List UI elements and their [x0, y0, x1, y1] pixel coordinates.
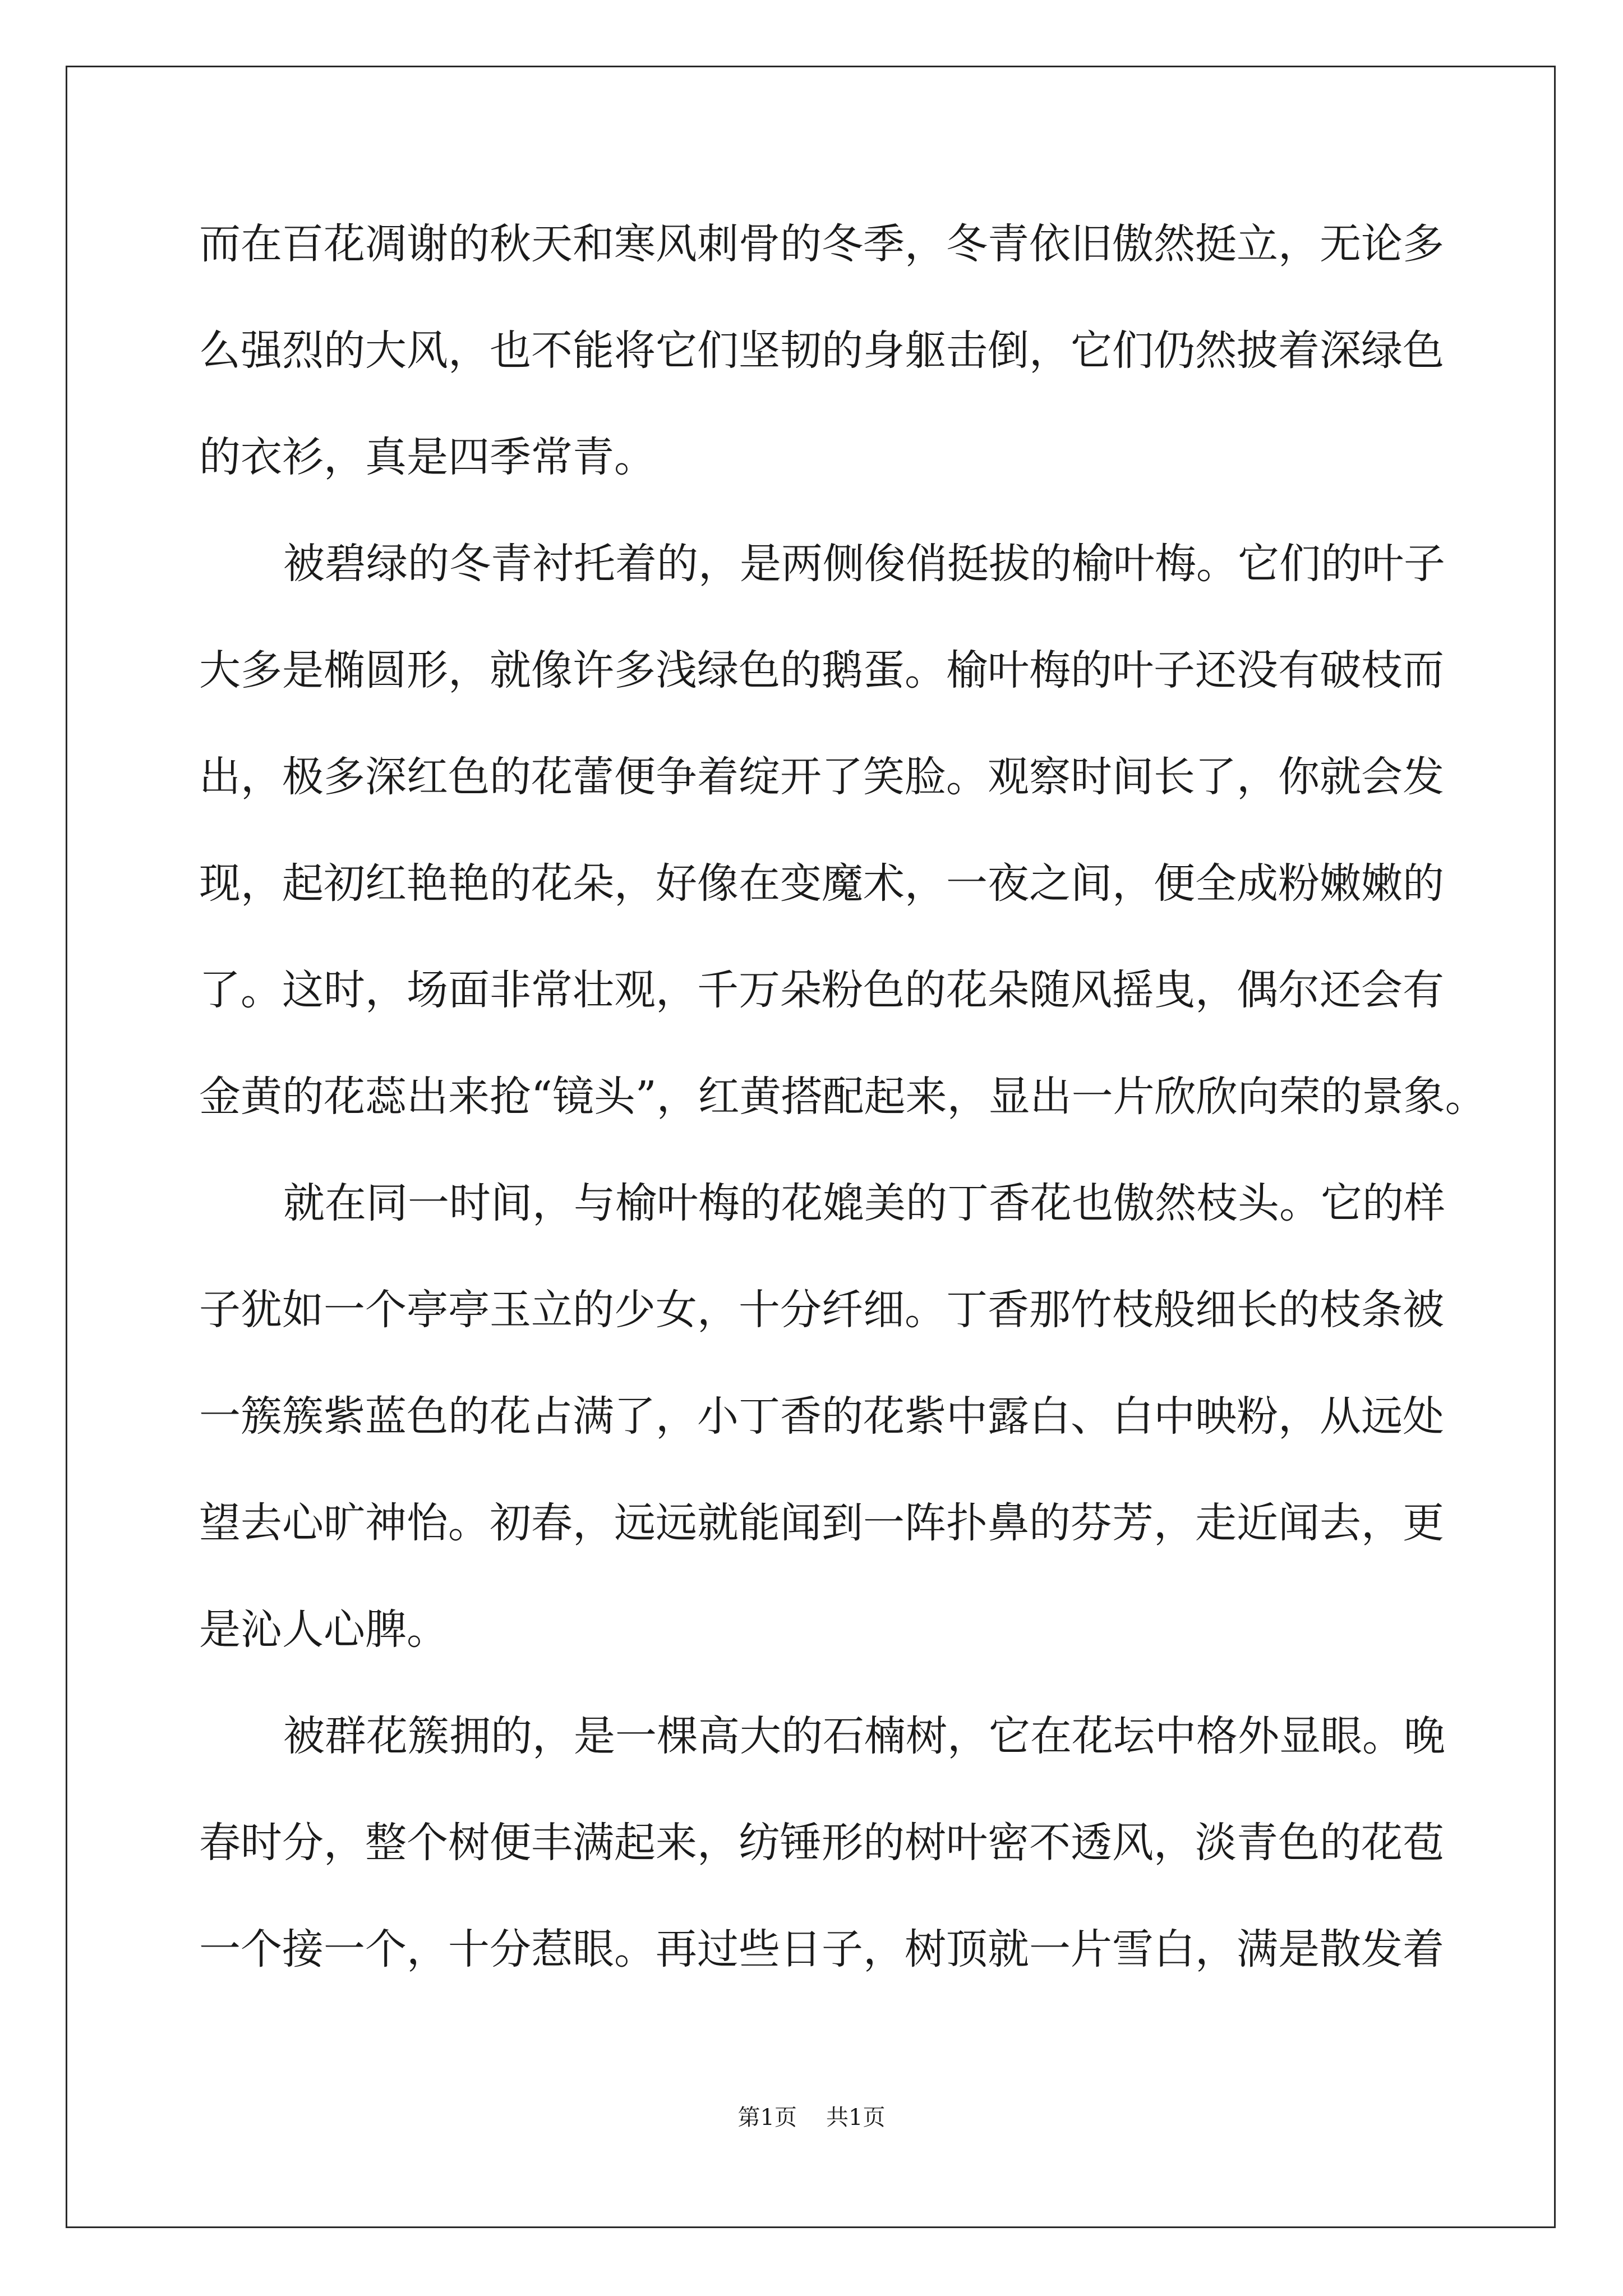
text-line: 金黄的花蕊出来抢“镜头”，红黄搭配起来，显出一片欣欣向荣的景象。 — [199, 1073, 1487, 1121]
page-footer — [0, 2101, 1623, 2134]
text-line: 现，起初红艳艳的花朵，好像在变魔术，一夜之间，便全成粉嫩嫩的 — [199, 859, 1444, 908]
text-line: 么强烈的大风，也不能将它们坚韧的身躯击倒，它们仍然披着深绿色 — [199, 326, 1444, 375]
page-total: 共1页 — [826, 2105, 886, 2131]
text-line: 望去心旷神怡。初春，远远就能闻到一阵扑鼻的芬芳，走近闻去，更 — [199, 1499, 1444, 1547]
text-line: 了。这时，场面非常壮观，千万朵粉色的花朵随风摇曳，偶尔还会有 — [199, 966, 1444, 1014]
paragraph-first-line: 被碧绿的冬青衬托着的，是两侧俊俏挺拔的榆叶梅。它们的叶子 — [283, 540, 1445, 588]
text-line: 春时分，整个树便丰满起来，纺锤形的树叶密不透风，淡青色的花苞 — [199, 1819, 1444, 1867]
paragraph-first-line: 被群花簇拥的，是一棵高大的石楠树，它在花坛中格外显眼。晚 — [283, 1712, 1445, 1760]
text-line: 大多是椭圆形，就像许多浅绿色的鹅蛋。榆叶梅的叶子还没有破枝而 — [199, 646, 1444, 694]
document-body — [199, 208, 1487, 2019]
page-number: 第1页 — [737, 2105, 797, 2131]
text-line: 子犹如一个亭亭玉立的少女，十分纤细。丁香那竹枝般细长的枝条被 — [199, 1286, 1444, 1334]
text-line: 一簇簇紫蓝色的花占满了，小丁香的花紫中露白、白中映粉，从远处 — [199, 1392, 1444, 1441]
text-line: 是沁人心脾。 — [199, 1605, 448, 1654]
text-line: 而在百花凋谢的秋天和寒风刺骨的冬季，冬青依旧傲然挺立，无论多 — [199, 220, 1444, 268]
text-line: 的衣衫，真是四季常青。 — [199, 433, 656, 481]
text-line: 出，极多深红色的花蕾便争着绽开了笑脸。观察时间长了，你就会发 — [199, 753, 1444, 801]
text-line: 一个接一个，十分惹眼。再过些日子，树顶就一片雪白，满是散发着 — [199, 1925, 1444, 1973]
paragraph-first-line: 就在同一时间，与榆叶梅的花媲美的丁香花也傲然枝头。它的样 — [283, 1179, 1445, 1227]
